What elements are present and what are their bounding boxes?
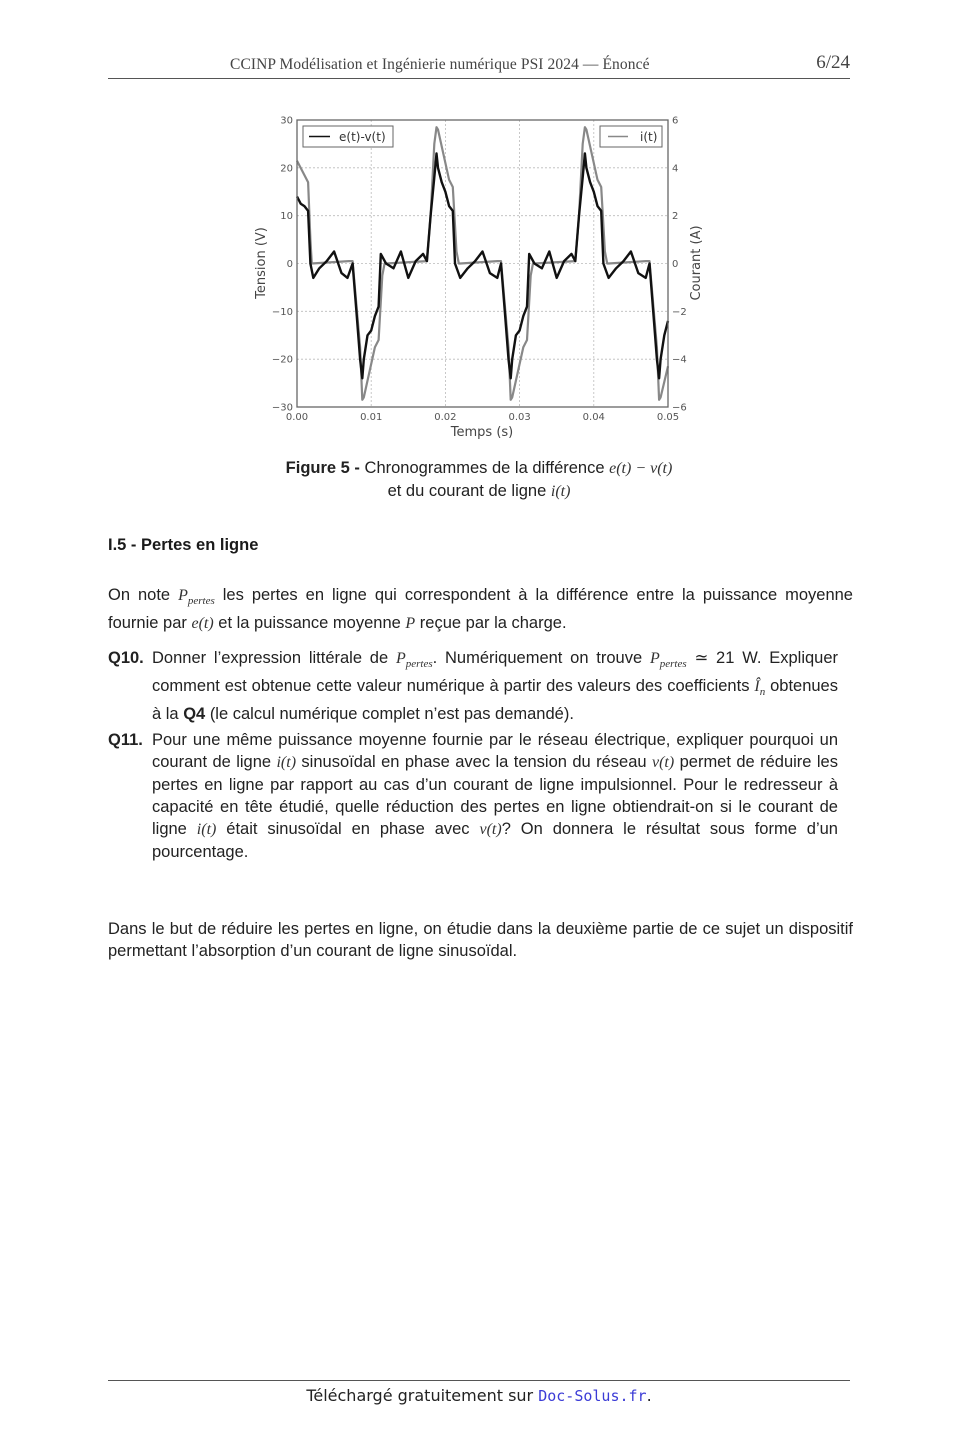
question-body: Pour une même puissance moyenne fournie par le réseau électrique, expliquer pourquoi un courant de ligne i(t) sinusoïdal en phase avec la tension du réseau v(t) permet de réduire les pertes en ligne par rapport au cas d’un courant de ligne impulsionnel. Pour le redresseur à capacité en tête étudié, quelle réduction des pertes en ligne obtiendrait-on si le courant de ligne i(t) était sinusoïdal en phase avec v(t)? On donnera le résultat sous forme d’un pourcentage. bbox=[152, 731, 838, 861]
svg-text:0.05: 0.05 bbox=[656, 412, 680, 423]
math-P2: P bbox=[405, 615, 416, 632]
caption-math: i(t) bbox=[550, 483, 571, 500]
caption-text: et du courant de ligne bbox=[387, 482, 547, 500]
figure-caption bbox=[108, 457, 850, 503]
figure-5-chart bbox=[240, 108, 710, 448]
caption-label: Figure 5 - bbox=[285, 459, 360, 477]
chart-svg bbox=[240, 108, 710, 448]
question-label: Q11. bbox=[108, 731, 143, 749]
caption-text: Chronogrammes de la différence bbox=[364, 459, 605, 477]
question-q10 bbox=[108, 647, 838, 725]
question-reference: Q4 bbox=[183, 705, 206, 723]
page-footer: Téléchargé gratuitement sur Doc-Solus.fr. bbox=[306, 1386, 652, 1405]
svg-text:−30: −30 bbox=[271, 402, 293, 414]
y2-axis-label: Courant (A) bbox=[689, 225, 704, 301]
document-title: CCINP Modélisation et Ingénierie numérique PSI 2024 — Énoncé bbox=[230, 56, 650, 73]
svg-text:4: 4 bbox=[672, 163, 679, 175]
conclusion-paragraph: Dans le but de réduire les pertes en ligne, on étudie dans la deuxième partie de ce sujet un dispositif permettant l’absorption d’un courant de ligne sinusoïdal. bbox=[108, 920, 853, 960]
svg-text:6: 6 bbox=[672, 115, 679, 127]
svg-text:−20: −20 bbox=[271, 354, 293, 366]
page-header bbox=[108, 52, 850, 79]
svg-text:0.01: 0.01 bbox=[360, 412, 383, 423]
question-body: Donner l’expression littérale de $P_{pertes}$. Numériquement on trouve $P_{pertes}$ ≃ 21 W. Expliquer comment est obtenue cette valeur numérique à partir des valeurs des coefficients $Î_n$ obtenues à la Q4 (le calcul numérique complet n’est pas demandé). bbox=[152, 649, 839, 723]
svg-text:−2: −2 bbox=[672, 306, 687, 318]
page-number: 6/24 bbox=[816, 52, 850, 73]
svg-text:2: 2 bbox=[672, 211, 679, 223]
svg-text:0: 0 bbox=[672, 259, 679, 270]
svg-text:i(t): i(t) bbox=[640, 130, 658, 144]
svg-text:10: 10 bbox=[280, 211, 293, 223]
svg-text:0.02: 0.02 bbox=[434, 412, 457, 423]
caption-math: e(t) − v(t) bbox=[609, 460, 673, 477]
svg-text:e(t)-v(t): e(t)-v(t) bbox=[339, 130, 386, 144]
x-axis-label: Temps (s) bbox=[450, 425, 514, 440]
intro-paragraph: On note $P_{pertes}$ les pertes en ligne qui correspondent à la différence entre la puissance moyenne fournie par e(t) et la puissance moyenne P reçue par la charge. bbox=[108, 586, 853, 632]
doc-solus-link[interactable]: Doc-Solus.fr bbox=[538, 1387, 647, 1405]
footer-divider bbox=[108, 1380, 850, 1381]
legend-left bbox=[303, 126, 393, 147]
legend-right bbox=[600, 126, 662, 147]
question-q11 bbox=[108, 729, 838, 863]
section-heading: I.5 - Pertes en ligne bbox=[108, 536, 259, 554]
svg-text:−4: −4 bbox=[672, 354, 687, 366]
svg-text:20: 20 bbox=[280, 163, 293, 175]
math-e: e(t) bbox=[191, 615, 214, 632]
svg-text:−10: −10 bbox=[271, 306, 293, 318]
svg-text:−6: −6 bbox=[672, 402, 687, 414]
svg-text:30: 30 bbox=[280, 115, 293, 127]
question-label: Q10. bbox=[108, 649, 144, 667]
svg-text:0.03: 0.03 bbox=[508, 412, 531, 423]
y-axis-label: Tension (V) bbox=[254, 227, 269, 299]
axis-ticks bbox=[272, 116, 687, 424]
math-P: $P_{pertes}$ bbox=[178, 587, 215, 607]
svg-text:0.00: 0.00 bbox=[285, 412, 309, 423]
svg-text:0.04: 0.04 bbox=[582, 412, 605, 423]
svg-text:0: 0 bbox=[286, 259, 293, 270]
